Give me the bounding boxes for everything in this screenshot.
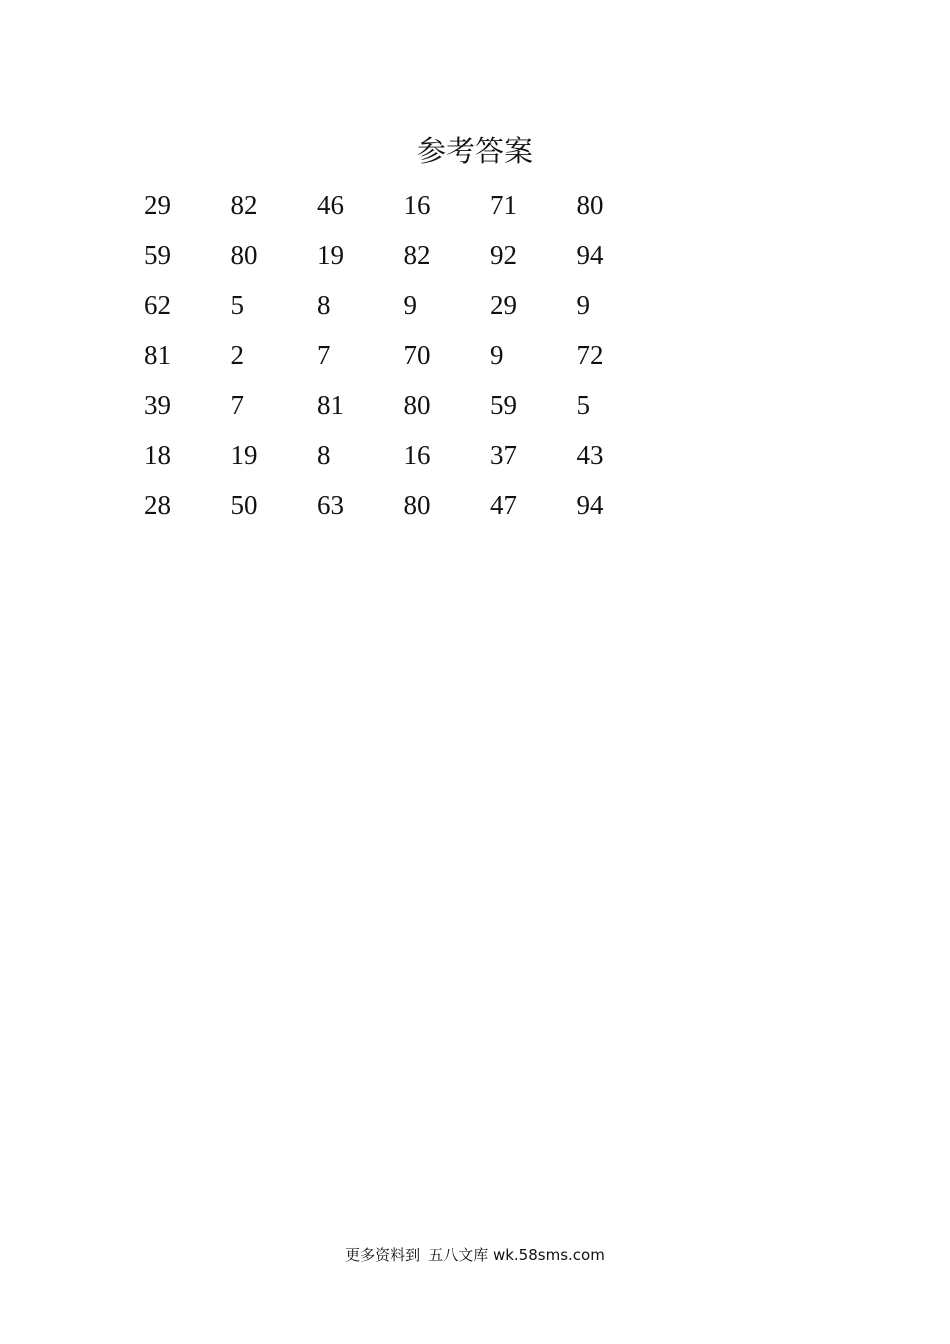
answer-cell: 80 [230, 240, 258, 270]
answer-cell: 28 [144, 490, 171, 520]
answer-cell: 50 [230, 490, 258, 520]
answer-row [144, 280, 663, 330]
answer-cell: 71 [490, 190, 517, 220]
answer-cell: 59 [144, 240, 171, 270]
answer-cell: 39 [144, 390, 171, 420]
footer-site: 五八文库 wk.58sms.com [428, 1246, 605, 1264]
answer-cell: 80 [403, 490, 431, 520]
answer-row [144, 430, 663, 480]
answer-cell: 2 [230, 340, 244, 370]
answer-cell: 94 [576, 240, 604, 270]
answer-grid [144, 180, 663, 530]
answer-cell: 9 [576, 290, 590, 320]
answer-cell: 8 [317, 290, 331, 320]
answer-cell: 94 [576, 490, 604, 520]
answer-cell: 19 [317, 240, 344, 270]
answer-cell: 43 [576, 440, 604, 470]
answer-cell: 18 [144, 440, 171, 470]
answer-cell: 62 [144, 290, 171, 320]
answer-row [144, 180, 663, 230]
answer-cell: 37 [490, 440, 517, 470]
answer-cell: 29 [144, 190, 171, 220]
answer-cell: 80 [576, 190, 604, 220]
answer-row [144, 480, 663, 530]
answer-row [144, 380, 663, 430]
answer-cell: 19 [230, 440, 258, 470]
answer-cell: 63 [317, 490, 344, 520]
answer-cell: 82 [403, 240, 431, 270]
answer-cell: 5 [230, 290, 244, 320]
answer-cell: 8 [317, 440, 331, 470]
answer-cell: 82 [230, 190, 258, 220]
answer-cell: 16 [403, 440, 431, 470]
answer-cell: 9 [403, 290, 417, 320]
answer-cell: 5 [576, 390, 590, 420]
answer-cell: 16 [403, 190, 431, 220]
footer-prefix: 更多资料到 [345, 1246, 421, 1264]
answer-row [144, 230, 663, 280]
answer-cell: 92 [490, 240, 517, 270]
answer-cell: 70 [403, 340, 431, 370]
answer-row [144, 330, 663, 380]
answer-cell: 9 [490, 340, 504, 370]
answer-cell: 7 [317, 340, 331, 370]
answer-cell: 59 [490, 390, 517, 420]
answer-cell: 47 [490, 490, 517, 520]
answer-cell: 7 [230, 390, 244, 420]
page-title: 参考答案 [416, 134, 533, 168]
answer-cell: 81 [317, 390, 344, 420]
answer-cell: 81 [144, 340, 171, 370]
footer [0, 1244, 950, 1266]
answer-cell: 72 [576, 340, 604, 370]
answer-cell: 80 [403, 390, 431, 420]
answer-cell: 29 [490, 290, 517, 320]
answer-cell: 46 [317, 190, 344, 220]
